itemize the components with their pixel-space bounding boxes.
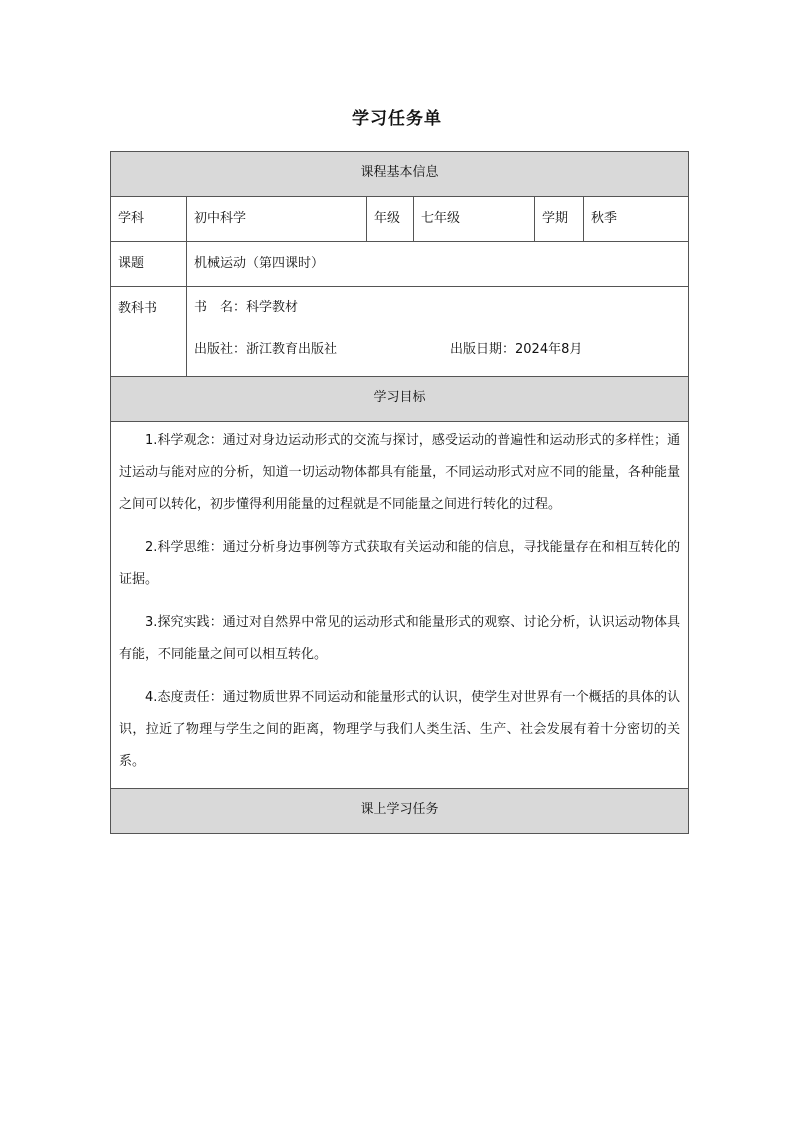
objective-item: 1.科学观念：通过对身边运动形式的交流与探讨，感受运动的普遍性和运动形式的多样性；通过运动与能对应的分析，知道一切运动物体都具有能量，不同运动形式对应不同的能量，各种能量之间可以转化，初步懂得利用能量的过程就是不同能量之间进行转化的过程。 (119, 433, 681, 512)
section-title: 课程基本信息 (360, 165, 439, 180)
objective-item: 4.态度责任：通过物质世界不同运动和能量形式的认识，使学生对世界有一个概括的具体的认识，拉近了物理与学生之间的距离，物理学与我们人类生活、生产、社会发展有着十分密切的关系。 (119, 690, 681, 769)
objective-item: 3.探究实践：通过对自然界中常见的运动形式和能量形式的观察、讨论分析，认识运动物体具有能，不同能量之间可以相互转化。 (119, 615, 681, 662)
book-name-line (187, 296, 688, 318)
subject-value-cell (187, 197, 367, 242)
objectives-row (111, 422, 689, 789)
grade-value-cell (414, 197, 535, 242)
topic-label-cell (111, 242, 187, 287)
section-title: 课上学习任务 (360, 802, 439, 817)
grade-label-cell (367, 197, 414, 242)
term-value: 秋季 (591, 211, 618, 226)
term-label: 学期 (542, 211, 569, 226)
grade-value: 七年级 (421, 211, 461, 226)
task-sheet-table (110, 151, 689, 834)
term-label-cell (535, 197, 584, 242)
textbook-value-cell (187, 287, 689, 377)
subject-value: 初中科学 (194, 211, 247, 226)
section-title: 学习目标 (373, 390, 426, 405)
textbook-label: 教科书 (118, 301, 158, 316)
objectives-cell (111, 422, 689, 789)
grade-label: 年级 (374, 211, 401, 226)
book-name: 书 名：科学教材 (194, 300, 299, 315)
subject-label: 学科 (118, 211, 145, 226)
textbook-label-cell (111, 287, 187, 377)
section-header-tasks (111, 789, 689, 834)
section-row-objectives (111, 377, 689, 422)
section-row-tasks (111, 789, 689, 834)
section-header-basic-info (111, 152, 689, 197)
topic-value-cell (187, 242, 689, 287)
info-row-subject (111, 197, 689, 242)
publish-date: 出版日期：2024年8月 (450, 342, 583, 357)
objective-item: 2.科学思维：通过分析身边事例等方式获取有关运动和能的信息，寻找能量存在和相互转化的证据。 (119, 540, 681, 587)
publisher: 出版社：浙江教育出版社 (194, 342, 338, 357)
publisher-line (187, 338, 688, 360)
document-title: 学习任务单 (352, 109, 442, 129)
info-row-topic (111, 242, 689, 287)
section-header-objectives (111, 377, 689, 422)
section-row-basic-info (111, 152, 689, 197)
subject-label-cell (111, 197, 187, 242)
info-row-textbook (111, 287, 689, 377)
topic-label: 课题 (118, 256, 145, 271)
term-value-cell (584, 197, 689, 242)
topic-value: 机械运动（第四课时） (194, 256, 325, 271)
